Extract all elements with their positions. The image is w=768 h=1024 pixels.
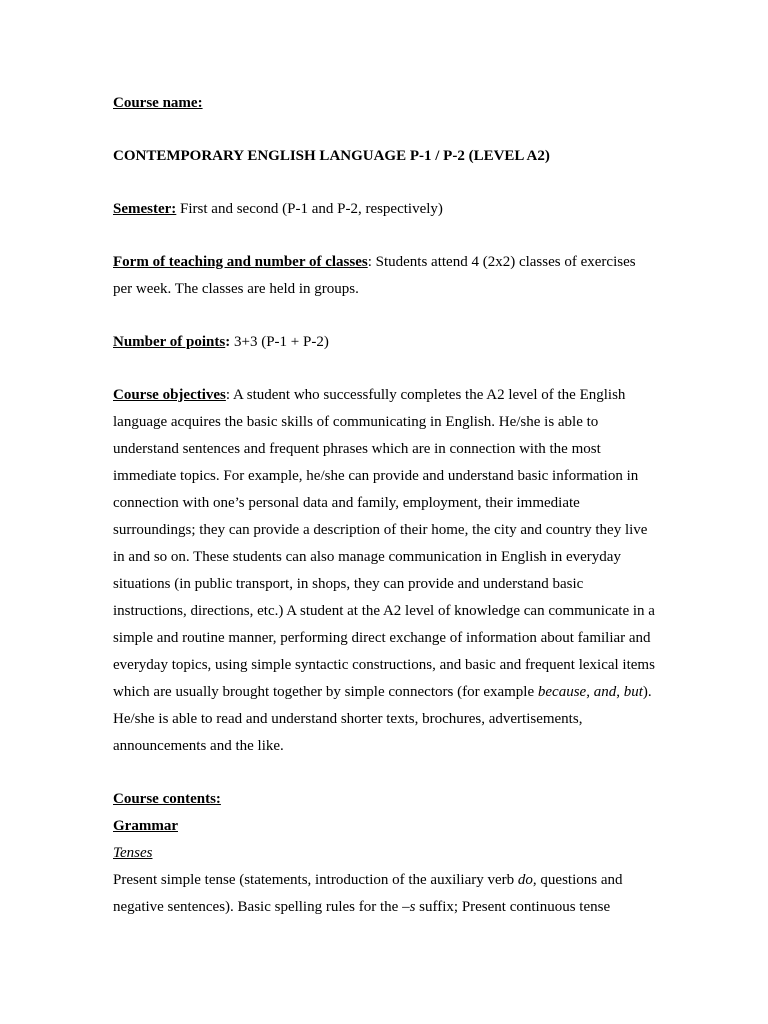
points-line	[113, 329, 658, 356]
grammar-heading	[113, 813, 658, 840]
course-contents-heading	[113, 786, 658, 813]
tenses-em-s: s	[409, 899, 416, 915]
course-name-label: Course name:	[113, 95, 203, 111]
objectives-em-and: and	[593, 684, 617, 700]
form-of-teaching-label: Form of teaching and number of classes	[113, 254, 368, 270]
objectives-sep-2: ,	[616, 684, 624, 700]
tenses-em-do: do	[517, 872, 533, 888]
tenses-text-2: , questions and negative sentences). Basic spelling rules for the –	[113, 872, 623, 915]
tenses-text-1: Present simple tense (statements, introduction of the auxiliary verb	[113, 872, 518, 888]
tenses-heading	[113, 840, 658, 867]
objectives-sep-1: ,	[586, 684, 594, 700]
semester-value: First and second (P-1 and P-2, respectively)	[176, 201, 443, 217]
tenses-label: Tenses	[113, 845, 153, 861]
semester-label: Semester:	[113, 201, 177, 217]
points-label: Number of points	[113, 334, 226, 350]
objectives-text-2: ). He/she is able to read and understand shorter texts, brochures, advertisements, announcements and the like.	[113, 684, 652, 754]
objectives-text-1: : A student who successfully completes the A2 level of the English language acquires the basic skills of communicating in English. He/she is able to understand sentences and frequent phrases which are in connection with the most immediate topics. For example, he/she can provide and understand basic information in connection with one’s personal data and family, employment, their immediate surroundings; they can provide a description of their home, the city and country they live in and so on. These students can also manage communication in English in everyday situations (in public transport, in shops, they can provide and understand basic instructions, directions, etc.) A student at the A2 level of knowledge can communicate in a simple and routine manner, performing direct exchange of information about familiar and everyday topics, using simple syntactic constructions, and basic and frequent lexical items which are usually brought together by simple connectors (for example	[113, 387, 655, 700]
objectives-em-but: but	[623, 684, 643, 700]
objectives-label: Course objectives	[113, 387, 226, 403]
objectives-paragraph	[113, 382, 658, 760]
course-title	[113, 143, 658, 170]
objectives-em-because: because	[537, 684, 587, 700]
course-name-heading	[113, 90, 658, 117]
form-of-teaching-paragraph	[113, 249, 658, 303]
tenses-paragraph	[113, 867, 658, 921]
form-of-teaching-value: : Students attend 4 (2x2) classes of exercises per week. The classes are held in groups.	[113, 254, 636, 297]
tenses-text-3: suffix; Present continuous tense	[415, 899, 611, 915]
points-colon: :	[225, 334, 231, 350]
points-value: 3+3 (P-1 + P-2)	[230, 334, 329, 350]
document-body	[113, 90, 658, 921]
course-title-text: CONTEMPORARY ENGLISH LANGUAGE P-1 / P-2 (LEVEL A2)	[113, 148, 550, 164]
grammar-label: Grammar	[113, 818, 178, 834]
semester-line	[113, 196, 658, 223]
course-contents-label: Course contents:	[113, 791, 221, 807]
